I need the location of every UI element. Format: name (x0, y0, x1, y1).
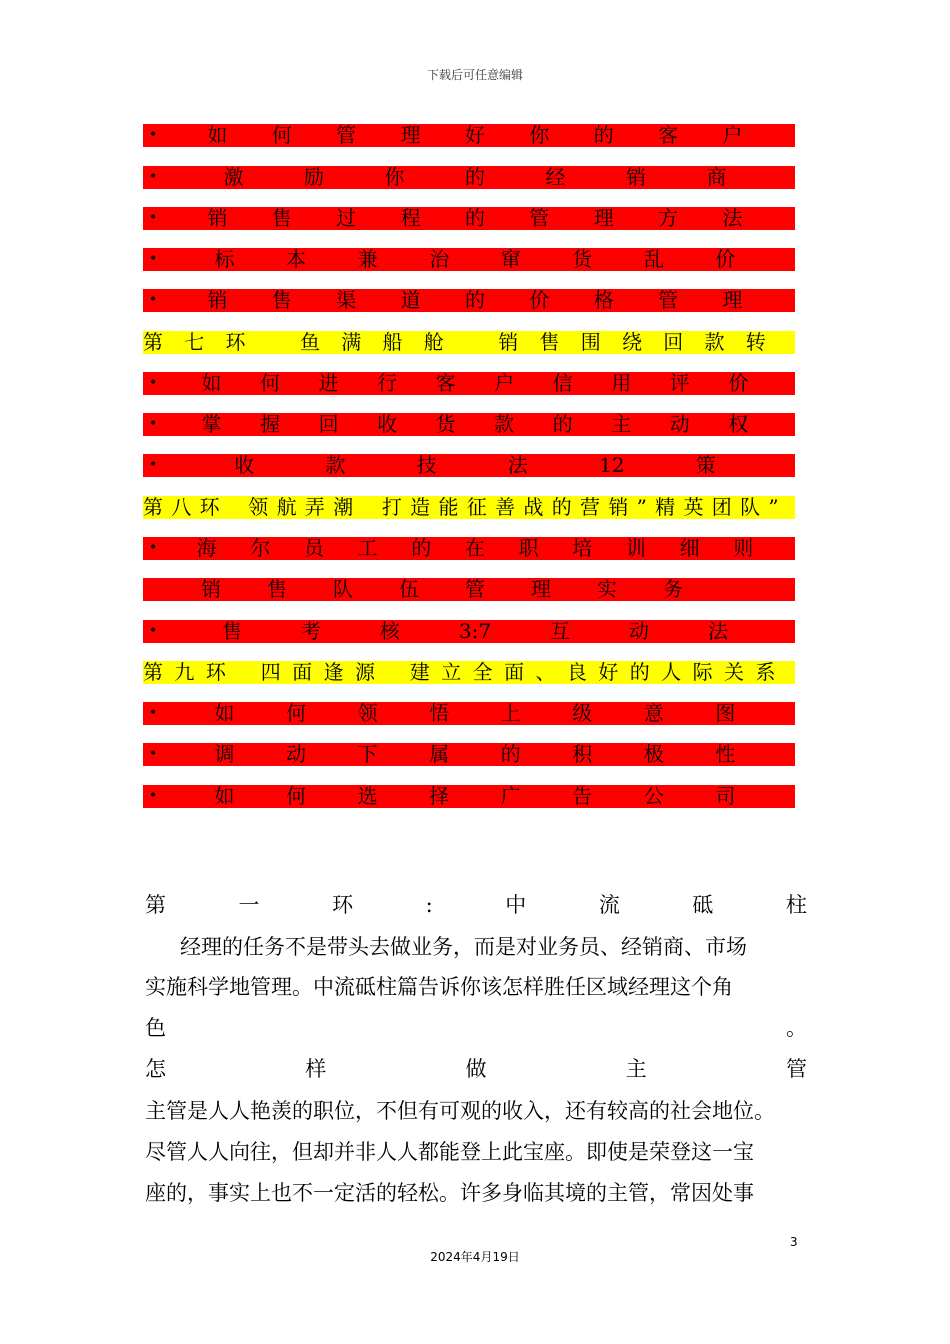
bar-char: 队 (740, 496, 761, 519)
bullet-icon: • (149, 457, 158, 473)
bar-char: 系 (755, 661, 776, 684)
bar-char: 标 (214, 248, 235, 271)
bar-char: 悟 (429, 702, 450, 725)
bullet-icon: • (149, 416, 158, 432)
bar-char: 的 (551, 496, 572, 519)
heading-char: 砥 (692, 893, 714, 917)
bar-char: 你 (384, 166, 405, 189)
bar-char: 策 (695, 454, 716, 477)
bar-char: 如 (214, 785, 235, 808)
bar-char: 售 (221, 620, 242, 643)
bar-char: 收 (234, 454, 255, 477)
bar-char: 实 (597, 578, 617, 601)
bar-char: 何 (286, 702, 307, 725)
bar-char: 价 (728, 372, 749, 395)
bar-char: 商 (706, 166, 727, 189)
bar-char: 战 (523, 496, 544, 519)
bar-char: 何 (271, 124, 292, 147)
bar-char: 在 (464, 537, 485, 560)
bar-char: 激 (223, 166, 244, 189)
bar-char: 户 (494, 372, 515, 395)
heading-char: 做 (465, 1057, 487, 1081)
bar-char: 理 (722, 289, 743, 312)
bar-char: 12 (599, 454, 625, 477)
bar-char: 如 (201, 372, 222, 395)
bar-char: 营 (580, 496, 600, 519)
bar-char: 管 (529, 207, 550, 230)
bar-char: 图 (715, 702, 736, 725)
bar-char: 3:7 (458, 620, 492, 643)
bar-char: 行 (377, 372, 398, 395)
bullet-icon: • (149, 127, 158, 143)
bar-char: 客 (435, 372, 456, 395)
bar-char: 理 (531, 578, 551, 601)
bar-char: 销 (207, 207, 228, 230)
bar-char: 回 (663, 331, 684, 354)
bar-char: 信 (552, 372, 573, 395)
bar-char: 七 (184, 331, 205, 354)
bar-char: 售 (267, 578, 287, 601)
bar-char: 回 (318, 413, 339, 436)
bar-char: 意 (643, 702, 664, 725)
bar-char: 的 (411, 537, 432, 560)
bar-char: 用 (611, 372, 632, 395)
bar-char: 励 (304, 166, 324, 189)
heading-char: 柱 (785, 893, 807, 917)
bar-char: 法 (707, 620, 728, 643)
bullet-icon: • (149, 292, 158, 308)
bar-char: 海 (196, 537, 217, 560)
bar-char: 款 (325, 454, 346, 477)
section-heading-2 (145, 1054, 807, 1084)
bar-char: 第 (143, 661, 163, 684)
bar-char: 司 (715, 785, 736, 808)
bar-char: 进 (318, 372, 339, 395)
bar-char: 环 (199, 496, 220, 519)
bar-char: 伍 (399, 578, 419, 601)
bar-char: 款 (494, 413, 515, 436)
bar-char: 立 (441, 661, 462, 684)
page-header: 下载后可任意编辑 (426, 68, 523, 82)
bar-char: 方 (658, 207, 679, 230)
bar-char: 航 (276, 496, 297, 519)
bar-char: 的 (464, 207, 485, 230)
bar-char: 动 (669, 413, 690, 436)
paragraph-2-line-1: 主管是人人艳羡的职位，不但有可观的收入，还有较高的社会地位。 (145, 1099, 775, 1123)
bar-char: ” (636, 496, 647, 519)
bar-char: 何 (260, 372, 281, 395)
bar-char: 领 (248, 496, 269, 519)
bar-char: 转 (745, 331, 766, 354)
bar-char: 选 (357, 785, 378, 808)
bar-char: ” (768, 496, 779, 519)
bar-char: 销 (207, 289, 228, 312)
bar-char: 收 (377, 413, 398, 436)
bar-char: 面 (292, 661, 313, 684)
bar-char: 核 (379, 620, 400, 643)
section-title-bar (143, 661, 795, 684)
bar-char: 上 (500, 702, 521, 725)
bar-char: 鱼 (300, 331, 320, 354)
bar-char: 技 (416, 454, 437, 477)
bar-char: 客 (658, 124, 679, 147)
bar-char: 理 (400, 124, 421, 147)
bar-char: 领 (357, 702, 378, 725)
bullet-item-bar (143, 207, 795, 230)
bar-char: 的 (593, 124, 614, 147)
bar-char: 管 (336, 124, 357, 147)
bar-char: 下 (357, 743, 378, 766)
bar-char: 四 (260, 661, 281, 684)
section-heading-1 (145, 890, 807, 920)
bar-char: 征 (466, 496, 487, 519)
bar-char: 经 (545, 166, 566, 189)
bullet-icon: • (149, 746, 158, 762)
bar-char: 售 (539, 331, 560, 354)
bar-char: 价 (529, 289, 550, 312)
bar-char: 源 (354, 661, 375, 684)
bar-char: 极 (643, 743, 664, 766)
paragraph-2-line-2: 尽管人人向往，但却并非人人都能登上此宝座。即使是荣登这一宝 (145, 1140, 754, 1164)
bullet-item-bar (143, 537, 795, 560)
page-number: 3 (790, 1235, 798, 1249)
paragraph-1-line-3 (145, 1013, 807, 1043)
bar-char: 好 (464, 124, 485, 147)
bar-char: 窜 (500, 248, 521, 271)
bar-char: 如 (207, 124, 228, 147)
bar-char: 细 (679, 537, 700, 560)
bar-char: 主 (611, 413, 632, 436)
bar-char: 环 (225, 331, 246, 354)
section-title-bar (143, 496, 795, 519)
bar-char: 掌 (201, 413, 222, 436)
bar-char: 工 (357, 537, 378, 560)
bar-char: 积 (572, 743, 593, 766)
bar-char: 售 (271, 289, 292, 312)
bullet-icon: • (149, 169, 158, 185)
bar-char: 动 (629, 620, 649, 643)
bar-char: 则 (733, 537, 754, 560)
bar-char: 舱 (423, 331, 444, 354)
bar-char: 性 (715, 743, 736, 766)
heading-char: 中 (505, 893, 527, 917)
bar-char: 八 (171, 496, 192, 519)
bar-char: 法 (507, 454, 528, 477)
bar-char: 尔 (250, 537, 271, 560)
bar-char: 务 (663, 578, 683, 601)
bar-char: 如 (214, 702, 235, 725)
bar-char: 你 (529, 124, 550, 147)
bullet-icon: • (149, 540, 158, 556)
bar-char: 、 (535, 661, 556, 684)
bar-char: 评 (669, 372, 690, 395)
bar-char: 货 (435, 413, 456, 436)
bar-char: 训 (625, 537, 646, 560)
paragraph-1-line-1: 经理的任务不是带头去做业务，而是对业务员、经销商、市场 (180, 935, 747, 959)
bar-char: 过 (336, 207, 357, 230)
bar-char: 货 (572, 248, 593, 271)
bar-char: 调 (214, 743, 235, 766)
bar-char: 格 (593, 289, 614, 312)
bar-char: 造 (410, 496, 431, 519)
bar-char: 属 (429, 743, 450, 766)
bar-char: 的 (500, 743, 521, 766)
paragraph-1-line-3-start: 色 (145, 1016, 166, 1040)
bar-char: 英 (683, 496, 704, 519)
bar-char: 广 (500, 785, 521, 808)
bullet-icon: • (149, 788, 158, 804)
heading-char: 一 (238, 893, 260, 917)
bullet-icon: • (149, 210, 158, 226)
bullet-item-bar (143, 620, 795, 643)
bar-char: 价 (715, 248, 736, 271)
heading-char: 样 (305, 1057, 327, 1081)
bar-char: 销 (626, 166, 646, 189)
bullet-item-bar (143, 785, 795, 808)
bar-char: 的 (629, 661, 650, 684)
bar-char: 兼 (357, 248, 378, 271)
bullet-item-bar (143, 289, 795, 312)
bar-char: 销 (201, 578, 221, 601)
heading-char: 主 (625, 1057, 647, 1081)
bar-char: 法 (722, 207, 743, 230)
bar-char: 考 (300, 620, 321, 643)
bar-char: 绕 (622, 331, 642, 354)
bar-char: 队 (333, 578, 353, 601)
heading-char: 环 (332, 893, 354, 917)
bar-char: 告 (572, 785, 593, 808)
bar-char: 全 (472, 661, 493, 684)
bar-char: 销 (498, 331, 519, 354)
bar-char: 互 (550, 620, 571, 643)
bar-char: 户 (722, 124, 743, 147)
bar-char: 人 (661, 661, 682, 684)
bar-char: 逢 (323, 661, 344, 684)
bar-char: 动 (286, 743, 307, 766)
paragraph-2-line-3: 座的，事实上也不一定活的轻松。许多身临其境的主管，常因处事 (145, 1181, 754, 1205)
bar-char: 建 (409, 661, 430, 684)
bullet-item-bar (143, 124, 795, 147)
bar-char: 关 (724, 661, 745, 684)
bullet-item-bar (143, 454, 795, 477)
section-title-bar (143, 331, 795, 354)
bar-char: 职 (518, 537, 539, 560)
heading-char: 第 (145, 893, 166, 917)
bar-char: 第 (143, 331, 163, 354)
bullet-item-bar (143, 743, 795, 766)
bar-char: 能 (438, 496, 459, 519)
heading-char: 流 (598, 893, 620, 917)
bar-char: 程 (400, 207, 421, 230)
bar-char: 款 (704, 331, 725, 354)
heading-char: 怎 (145, 1057, 166, 1081)
bar-char: 潮 (333, 496, 354, 519)
bar-char: 弄 (304, 496, 325, 519)
bar-char: 善 (495, 496, 516, 519)
bar-char: 公 (643, 785, 664, 808)
bar-char: 理 (593, 207, 614, 230)
bar-char: 管 (658, 289, 679, 312)
bullet-item-bar (143, 413, 795, 436)
bar-char: 培 (572, 537, 593, 560)
bar-char: 际 (692, 661, 713, 684)
bar-char: 船 (382, 331, 403, 354)
bar-char: 握 (260, 413, 281, 436)
bar-char: 精 (655, 496, 676, 519)
bullet-icon: • (149, 375, 158, 391)
bullet-item-bar (143, 702, 795, 725)
bullet-item-bar (143, 578, 795, 601)
bar-char: 道 (400, 289, 421, 312)
bar-char: 本 (286, 248, 307, 271)
bar-char: 乱 (643, 248, 664, 271)
bullet-item-bar (143, 248, 795, 271)
bar-char: 面 (504, 661, 525, 684)
bar-char: 择 (429, 785, 450, 808)
paragraph-1-line-3-end: 。 (786, 1016, 807, 1040)
bar-char: 售 (271, 207, 292, 230)
bar-char: 的 (464, 289, 485, 312)
bar-char: 围 (580, 331, 601, 354)
bar-char: 满 (341, 331, 362, 354)
bar-char: 打 (381, 496, 402, 519)
bullet-icon: • (149, 251, 158, 267)
paragraph-1-line-2: 实施科学地管理。中流砥柱篇告诉你该怎样胜任区域经理这个角 (145, 975, 733, 999)
bar-char: 良 (566, 661, 587, 684)
bar-char: 权 (728, 413, 749, 436)
heading-char: 管 (786, 1057, 807, 1081)
bar-char: 何 (286, 785, 307, 808)
bullet-item-bar (143, 372, 795, 395)
bar-char: 的 (465, 166, 485, 189)
bar-char: 团 (711, 496, 732, 519)
bar-char: 的 (552, 413, 573, 436)
bar-char: 销 (608, 496, 629, 519)
bar-char: 治 (429, 248, 450, 271)
heading-char: : (425, 893, 433, 917)
bar-char: 员 (303, 537, 324, 560)
bar-char: 渠 (336, 289, 357, 312)
bar-char: 级 (572, 702, 593, 725)
bar-char: 环 (205, 661, 226, 684)
bar-char: 管 (465, 578, 485, 601)
bullet-icon: • (149, 705, 158, 721)
bar-char: 第 (143, 496, 163, 519)
bar-char: 九 (174, 661, 195, 684)
bar-char: 好 (598, 661, 619, 684)
bullet-icon: • (149, 623, 158, 639)
bullet-item-bar (143, 166, 795, 189)
page-footer-date: 2024年4月19日 (430, 1250, 520, 1264)
